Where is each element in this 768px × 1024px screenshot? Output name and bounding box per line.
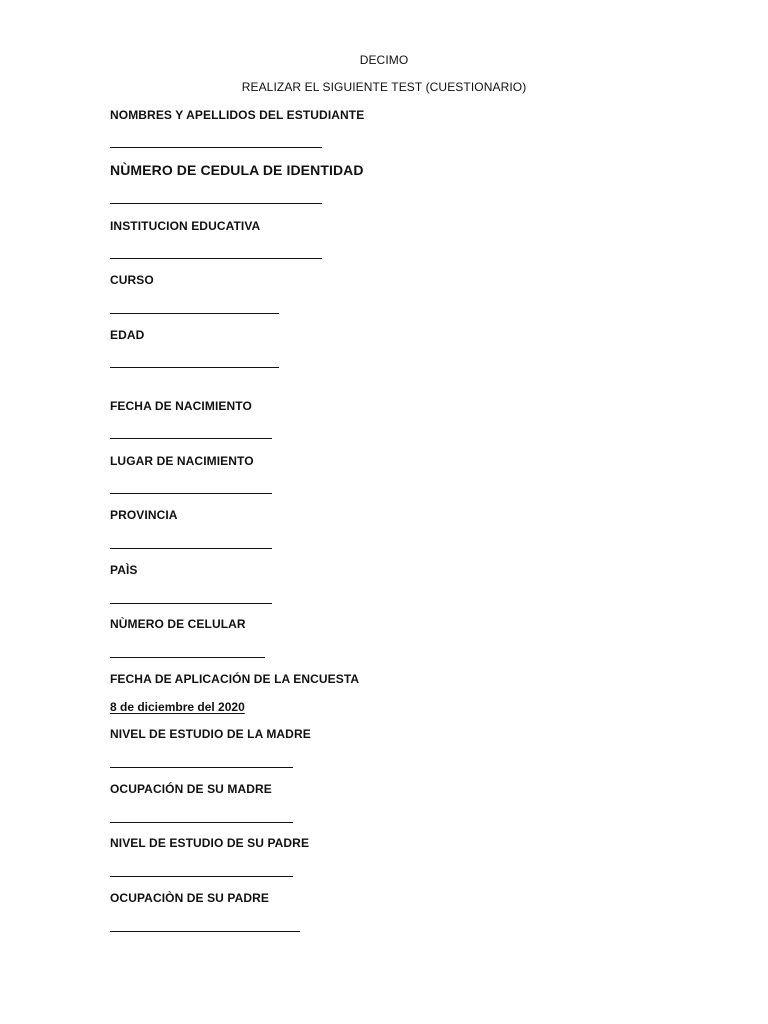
field-label-father-education: NIVEL DE ESTUDIO DE SU PADRE <box>110 836 310 850</box>
blank-line-country <box>110 603 272 604</box>
blank-line-institution <box>110 258 322 259</box>
field-label-student-name: NOMBRES Y APELLIDOS DEL ESTUDIANTE <box>110 108 365 122</box>
document-instruction-heading: REALIZAR EL SIGUIENTE TEST (CUESTIONARIO) <box>241 80 527 94</box>
blank-line-age <box>110 367 279 368</box>
document-grade-heading: DECIMO <box>359 53 409 67</box>
blank-line-birth-date <box>110 438 272 439</box>
field-label-birth-date: FECHA DE NACIMIENTO <box>110 399 252 413</box>
field-label-province: PROVINCIA <box>110 508 178 522</box>
field-label-phone-number: NÙMERO DE CELULAR <box>110 617 246 631</box>
blank-line-mother-occupation <box>110 822 293 823</box>
survey-date-value: 8 de diciembre del 2020 <box>110 700 245 714</box>
blank-line-id-number <box>110 203 322 204</box>
field-label-course: CURSO <box>110 273 154 287</box>
blank-line-birth-place <box>110 493 272 494</box>
blank-line-province <box>110 548 272 549</box>
field-label-birth-place: LUGAR DE NACIMIENTO <box>110 454 254 468</box>
field-label-mother-occupation: OCUPACIÓN DE SU MADRE <box>110 782 272 796</box>
blank-line-phone-number <box>110 657 265 658</box>
blank-line-student-name <box>110 147 322 148</box>
blank-line-father-education <box>110 876 293 877</box>
blank-line-father-occupation <box>110 931 300 932</box>
field-label-institution: INSTITUCION EDUCATIVA <box>110 219 261 233</box>
blank-line-mother-education <box>110 767 293 768</box>
field-label-country: PAÌS <box>110 563 138 577</box>
field-label-id-number: NÙMERO DE CEDULA DE IDENTIDAD <box>110 162 364 178</box>
field-label-age: EDAD <box>110 328 145 342</box>
blank-line-course <box>110 313 279 314</box>
field-label-father-occupation: OCUPACIÒN DE SU PADRE <box>110 891 270 905</box>
field-label-mother-education: NIVEL DE ESTUDIO DE LA MADRE <box>110 727 311 741</box>
field-label-survey-date: FECHA DE APLICACIÓN DE LA ENCUESTA <box>110 672 360 686</box>
